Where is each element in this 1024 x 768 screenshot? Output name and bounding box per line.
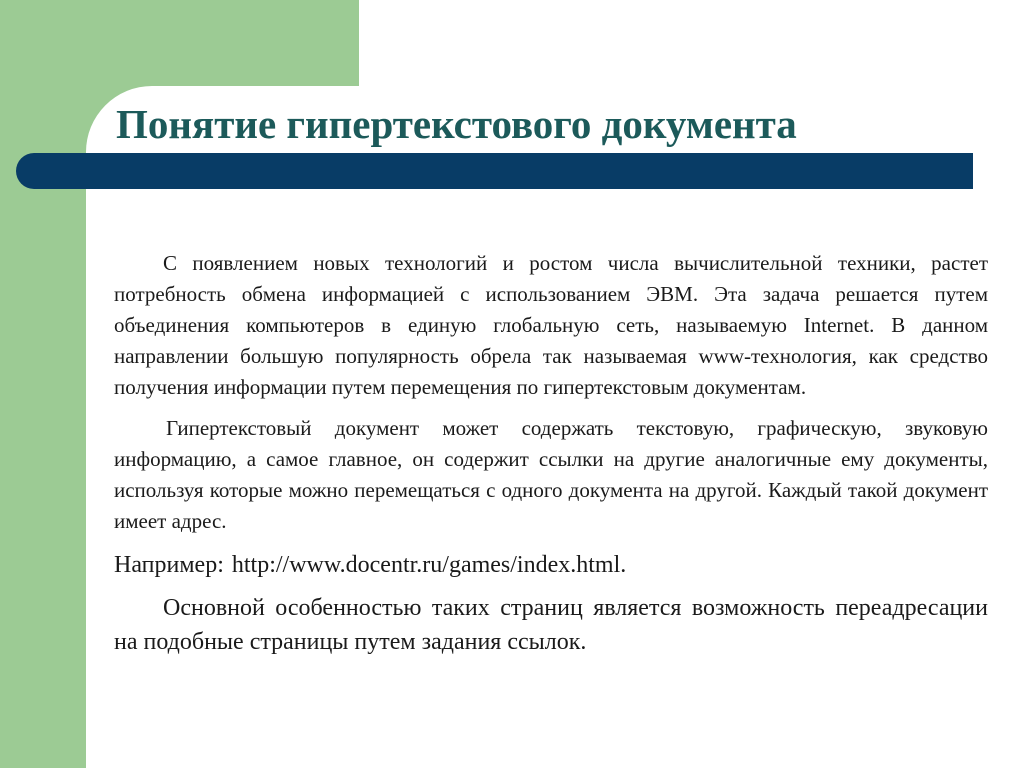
body-paragraph-2: Гипертекстовый документ может содержать текстовую, графическую, звуковую информацию, а самое главное, он содержит ссылки на другие аналогичные ему документы, используя которые можно перемещаться с одного документа на другой. Каждый такой документ имеет адрес.	[114, 416, 988, 533]
slide-title: Понятие гипертекстового документа	[116, 101, 797, 147]
example-url: http://www.docentr.ru/games/index.html.	[231, 552, 627, 578]
closing-paragraph: Основной особенностью таких страниц является возможность переадресации на подобные страницы путем задания ссылок.	[114, 595, 988, 655]
title-underline-bar	[16, 153, 973, 189]
example-line	[114, 547, 988, 583]
example-label: Например:	[114, 552, 224, 578]
slide-body	[114, 248, 988, 669]
body-paragraph-1: С появлением новых технологий и ростом числа вычислительной техники, растет потребность обмена информацией с использованием ЭВМ. Эта задача решается путем объединения компьютеров в единую глобальную сеть, называемую Internet. В данном направлении большую популярность обрела так называемая www-технология, как средство получения информации путем перемещения по гипертекстовым документам.	[114, 251, 988, 399]
